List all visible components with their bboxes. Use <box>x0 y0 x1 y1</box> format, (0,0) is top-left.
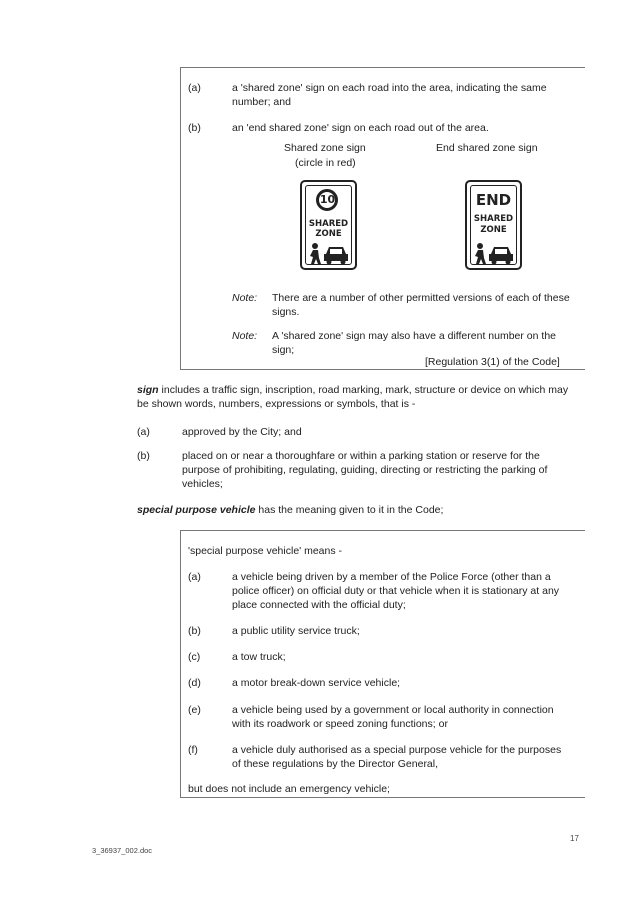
box2-item-label-a: (a) <box>188 571 201 583</box>
regulation-reference: [Regulation 3(1) of the Code] <box>425 356 560 368</box>
pedestrian-car-icon <box>307 242 351 266</box>
box2-item-text-a: a vehicle being driven by a member of the Police Force (other than a police officer) on official duty or that vehicle when it is stationary at any place connected with the official duty; <box>232 571 560 611</box>
quoted-definition-box-1 <box>180 67 585 370</box>
shared-sign-subcaption: (circle in red) <box>295 157 356 169</box>
spv-definition <box>137 503 443 517</box>
end-sign-line2: ZONE <box>480 225 507 235</box>
spv-definition-text: has the meaning given to it in the Code; <box>258 504 444 516</box>
box-top-rule <box>181 67 585 68</box>
box2-item-label-f: (f) <box>188 744 198 756</box>
end-sign-caption: End shared zone sign <box>436 142 538 154</box>
sign-item-text-a: approved by the City; and <box>182 426 302 438</box>
defined-term-sign: sign <box>137 384 159 396</box>
sign-definition <box>137 383 577 411</box>
note-label-1: Note: <box>232 292 258 304</box>
shared-zone-sign <box>300 180 357 270</box>
end-sign-line0: END <box>475 191 512 209</box>
shared-sign-line1: SHARED <box>308 219 349 229</box>
note-text-1: There are a number of other permitted versions of each of these signs. <box>272 292 570 318</box>
sign-definition-text: includes a traffic sign, inscription, road marking, mark, structure or device on which may be shown words, numbers, expressions or symbols, that is - <box>137 384 569 410</box>
defined-term-spv: special purpose vehicle <box>137 504 256 516</box>
item-text-b: an 'end shared zone' sign on each road out of the area. <box>232 122 489 134</box>
box2-intro: 'special purpose vehicle' means - <box>188 545 343 557</box>
box2-item-label-d: (d) <box>188 677 201 689</box>
box2-item-label-e: (e) <box>188 704 201 716</box>
note-text-2: A 'shared zone' sign may also have a different number on the sign; <box>272 330 556 356</box>
box2-outro: but does not include an emergency vehicle; <box>188 783 390 795</box>
box2-item-text-e: a vehicle being used by a government or local authority in connection with its roadwork or speed zoning functions; or <box>232 704 554 730</box>
shared-sign-caption: Shared zone sign <box>284 142 366 154</box>
box2-item-text-d: a motor break-down service vehicle; <box>232 677 401 689</box>
sign-item-label-a: (a) <box>137 426 150 438</box>
end-sign-line1: SHARED <box>473 214 514 224</box>
end-shared-zone-sign <box>465 180 522 270</box>
box2-item-text-c: a tow truck; <box>232 651 286 663</box>
speed-number: 10 <box>319 193 336 206</box>
sign-item-text-b: placed on or near a thoroughfare or within a parking station or reserve for the purpose of prohibiting, regulating, guiding, directing or restricting the parking of vehicles; <box>182 450 548 490</box>
footer-filename: 3_36937_002.doc <box>92 846 153 855</box>
shared-sign-line2: ZONE <box>315 229 342 239</box>
page-number: 17 <box>570 834 579 843</box>
item-label-a: (a) <box>188 82 201 94</box>
note-label-2: Note: <box>232 330 258 342</box>
box2-item-label-b: (b) <box>188 625 201 637</box>
pedestrian-car-icon <box>472 242 516 266</box>
item-label-b: (b) <box>188 122 201 134</box>
item-text-a: a 'shared zone' sign on each road into the area, indicating the same number; and <box>232 82 547 108</box>
box2-item-text-f: a vehicle duly authorised as a special purpose vehicle for the purposes of these regulations by the Director General, <box>232 744 562 770</box>
box2-item-label-c: (c) <box>188 651 201 663</box>
sign-item-label-b: (b) <box>137 450 150 462</box>
box2-item-text-b: a public utility service truck; <box>232 625 360 637</box>
